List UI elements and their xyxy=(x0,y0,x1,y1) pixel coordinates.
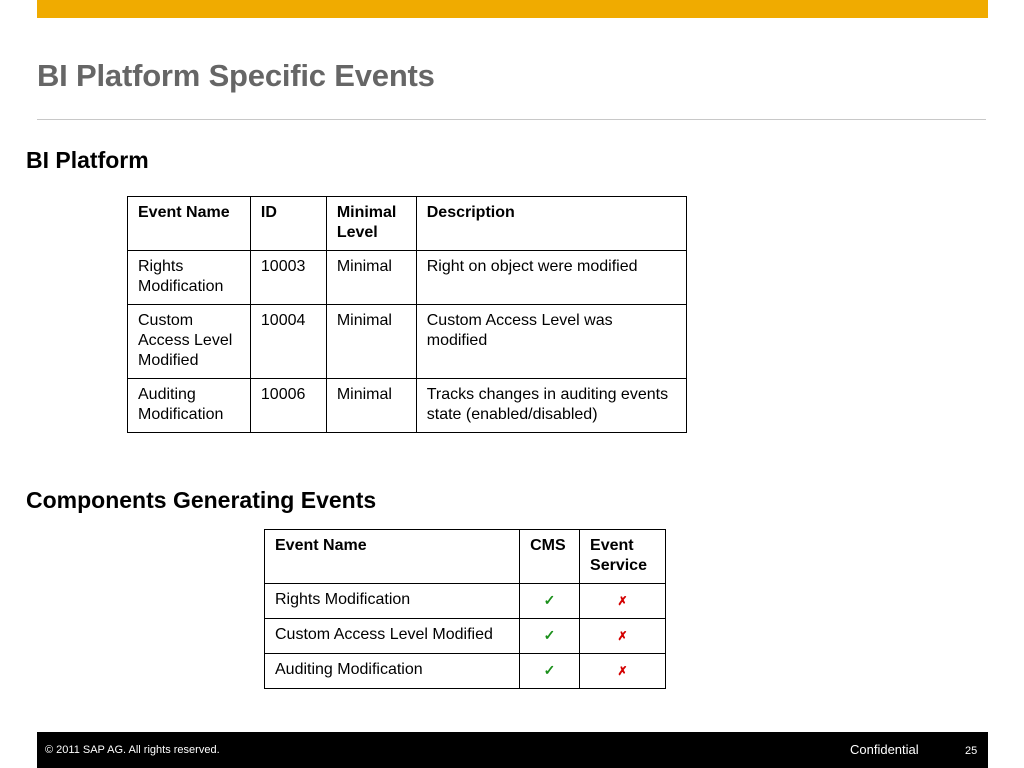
table-header-row xyxy=(128,197,687,251)
footer-bar xyxy=(37,732,988,768)
check-icon: ✓ xyxy=(543,627,556,643)
cross-icon: ✗ xyxy=(617,629,628,643)
section-heading-components: Components Generating Events xyxy=(26,487,377,513)
cell-event-name: Rights Modification xyxy=(128,251,251,305)
table-row xyxy=(265,619,666,654)
cell-id: 10003 xyxy=(250,251,326,305)
table-row xyxy=(128,305,687,379)
cell-id: 10006 xyxy=(250,379,326,433)
components-table xyxy=(264,529,666,689)
cell-description: Tracks changes in auditing events state (enabled/disabled) xyxy=(416,379,686,433)
table-row xyxy=(128,379,687,433)
cross-icon: ✗ xyxy=(617,594,628,608)
table-row xyxy=(265,654,666,689)
header-event-name: Event Name xyxy=(265,530,520,584)
copyright-text: © 2011 SAP AG. All rights reserved. xyxy=(45,744,220,756)
table-row xyxy=(265,584,666,619)
events-table xyxy=(127,196,687,433)
cell-id: 10004 xyxy=(250,305,326,379)
cell-level: Minimal xyxy=(326,379,416,433)
table-row xyxy=(128,251,687,305)
cell-event-name: Auditing Modification xyxy=(265,654,520,689)
cell-level: Minimal xyxy=(326,251,416,305)
title-divider xyxy=(37,119,986,120)
cell-event-name: Auditing Modification xyxy=(128,379,251,433)
cell-level: Minimal xyxy=(326,305,416,379)
cross-icon: ✗ xyxy=(617,664,628,678)
table-header-row xyxy=(265,530,666,584)
top-accent-bar xyxy=(37,0,988,18)
cell-event-name: Custom Access Level Modified xyxy=(265,619,520,654)
slide-title: BI Platform Specific Events xyxy=(37,58,435,93)
page-number: 25 xyxy=(965,745,978,757)
check-icon: ✓ xyxy=(543,592,556,608)
header-cms: CMS xyxy=(520,530,580,584)
section-heading-bi-platform: BI Platform xyxy=(26,147,149,173)
header-minimal-level: Minimal Level xyxy=(326,197,416,251)
cell-description: Right on object were modified xyxy=(416,251,686,305)
cell-event-name: Rights Modification xyxy=(265,584,520,619)
header-event-service: Event Service xyxy=(580,530,666,584)
cell-description: Custom Access Level was modified xyxy=(416,305,686,379)
header-description: Description xyxy=(416,197,686,251)
check-icon: ✓ xyxy=(543,662,556,678)
cell-event-name: Custom Access Level Modified xyxy=(128,305,251,379)
header-id: ID xyxy=(250,197,326,251)
confidential-label: Confidential xyxy=(850,742,919,757)
header-event-name: Event Name xyxy=(128,197,251,251)
